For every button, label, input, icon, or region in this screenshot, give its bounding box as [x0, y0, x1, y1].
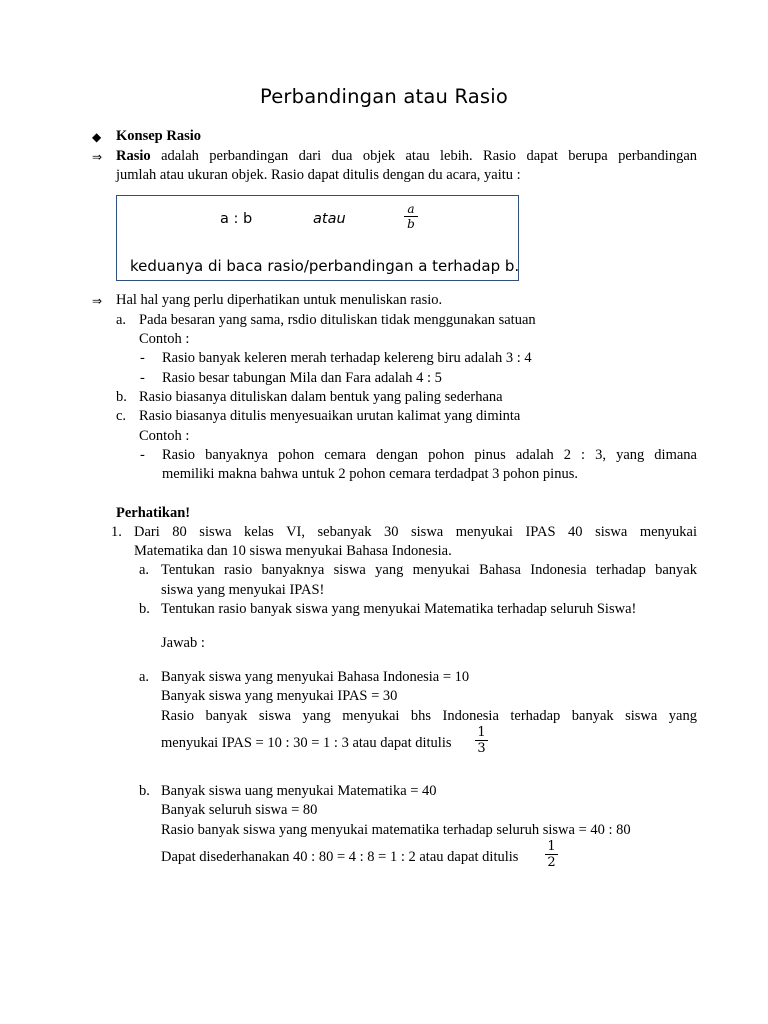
definition-term: Rasio	[116, 148, 151, 164]
fraction-numerator: 1	[547, 839, 556, 854]
answer-a-fraction	[475, 726, 488, 755]
fraction-numerator: a	[407, 202, 415, 216]
rule-a-example-2: Rasio besar tabungan Mila dan Fara adalah 4 : 5	[162, 370, 442, 386]
definition-line-1	[116, 148, 697, 165]
rule-c-contoh: Contoh :	[139, 428, 190, 444]
dash-bullet: -	[140, 447, 145, 463]
definition-text: adalah perbandingan dari dua objek atau lebih. Rasio dapat berupa perbandingan	[161, 148, 698, 164]
fraction-denominator: 3	[477, 741, 486, 756]
rule-c-text: Rasio biasanya ditulis menyesuaikan urutan kalimat yang diminta	[139, 408, 521, 424]
answer-b-line-2: Banyak seluruh siswa = 80	[161, 802, 318, 818]
rule-a-contoh: Contoh :	[139, 331, 190, 347]
question-1-marker: 1.	[111, 524, 122, 540]
answer-a-line-3: Rasio banyak siswa yang menyukai bhs Indonesia terhadap banyak siswa yang	[161, 708, 697, 724]
box-caption: keduanya di baca rasio/perbandingan a terhadap b.	[130, 257, 520, 275]
diamond-bullet-icon: ◆	[92, 130, 102, 144]
definition-line-2: jumlah atau ukuran objek. Rasio dapat ditulis dengan du acara, yaitu :	[116, 167, 521, 183]
answer-b-marker: b.	[139, 783, 150, 799]
question-b-text: Tentukan rasio banyak siswa yang menyukai Matematika terhadap seluruh Siswa!	[161, 601, 637, 617]
answer-a-line-2: Banyak siswa yang menyukai IPAS = 30	[161, 688, 398, 704]
rules-intro: Hal hal yang perlu diperhatikan untuk menuliskan rasio.	[116, 292, 443, 308]
atau-label: atau	[313, 211, 346, 227]
answer-b-line-4: Dapat disederhanakan 40 : 80 = 4 : 8 = 1 : 2 atau dapat ditulis	[161, 849, 519, 865]
answer-b-line-1: Banyak siswa uang menyukai Matematika = 40	[161, 783, 437, 799]
question-a-line-2: siswa yang menyukai IPAS!	[161, 582, 325, 598]
fraction-denominator: 2	[547, 855, 556, 870]
rule-a-marker: a.	[116, 312, 127, 328]
rule-c-example-line-1: Rasio banyaknya pohon cemara dengan pohon pinus adalah 2 : 3, yang dimana	[162, 447, 697, 463]
arrow-bullet-icon: ⇒	[92, 150, 103, 164]
page-title: Perbandingan atau Rasio	[259, 85, 509, 108]
ratio-colon-form: a : b	[220, 211, 253, 227]
section-heading-konsep: Konsep Rasio	[116, 128, 202, 144]
rule-a-text: Pada besaran yang sama, rsdio dituliskan tidak menggunakan satuan	[139, 312, 536, 328]
answer-a-line-1: Banyak siswa yang menyukai Bahasa Indonesia = 10	[161, 669, 470, 685]
dash-bullet: -	[140, 350, 145, 366]
rule-c-example-line-2: memiliki makna bahwa untuk 2 pohon cemara terdadpat 3 pohon pinus.	[162, 466, 578, 482]
fraction-numerator: 1	[477, 725, 486, 740]
answer-a-line-4: menyukai IPAS = 10 : 30 = 1 : 3 atau dapat ditulis	[161, 735, 452, 751]
answer-a-marker: a.	[139, 669, 150, 685]
rule-c-marker: c.	[116, 408, 127, 424]
answer-b-fraction	[545, 840, 558, 869]
rule-b-marker: b.	[116, 389, 127, 405]
arrow-bullet-icon: ⇒	[92, 294, 103, 308]
answer-b-line-3: Rasio banyak siswa yang menyukai matematika terhadap seluruh siswa = 40 : 80	[161, 822, 631, 838]
question-a-line-1: Tentukan rasio banyaknya siswa yang menyukai Bahasa Indonesia terhadap banyak	[161, 562, 697, 578]
question-b-marker: b.	[139, 601, 150, 617]
section-heading-perhatikan: Perhatikan!	[116, 505, 191, 521]
ratio-notation-box	[116, 195, 519, 281]
question-a-marker: a.	[139, 562, 150, 578]
rule-b-text: Rasio biasanya dituliskan dalam bentuk yang paling sederhana	[139, 389, 503, 405]
fraction-denominator: b	[407, 217, 415, 231]
jawab-label: Jawab :	[161, 635, 205, 651]
dash-bullet: -	[140, 370, 145, 386]
question-1-line-2: Matematika dan 10 siswa menyukai Bahasa Indonesia.	[134, 543, 452, 559]
question-1-line-1: Dari 80 siswa kelas VI, sebanyak 30 siswa menyukai IPAS 40 siswa menyukai	[134, 524, 697, 540]
rule-a-example-1: Rasio banyak keleren merah terhadap kelereng biru adalah 3 : 4	[162, 350, 532, 366]
ratio-fraction-form	[404, 203, 418, 230]
